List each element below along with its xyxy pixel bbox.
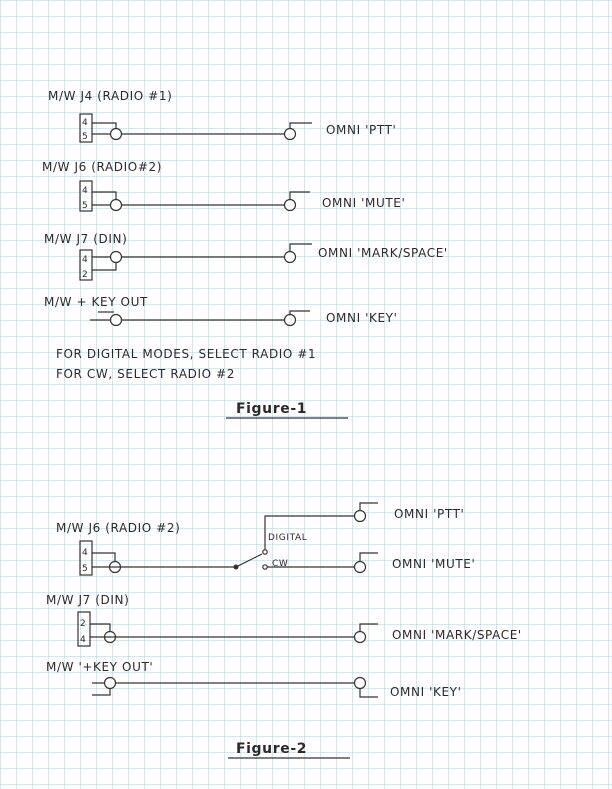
fig2-j7-pin-b: 4 [80, 635, 87, 645]
fig2-switch-digital-label: DIGITAL [268, 533, 308, 543]
fig2-circuit-keyout [46, 660, 360, 695]
fig1-mute-label: OMNI 'MUTE' [322, 196, 406, 210]
fig2-j7-label: M/W J7 (DIN) [46, 593, 130, 607]
fig1-keyout-label: M/W + KEY OUT [44, 295, 148, 309]
fig2-switch-arm [236, 554, 262, 567]
fig1-ptt-label: OMNI 'PTT' [326, 123, 397, 137]
fig1-j4-jack-left [111, 129, 122, 140]
fig2-j6-pin-b: 5 [82, 564, 89, 574]
fig2-markspace-label: OMNI 'MARK/SPACE' [392, 628, 522, 642]
fig1-circuit-j4 [48, 89, 396, 142]
fig1-markspace-jack [285, 252, 296, 263]
fig2-switch-cw-label: CW [272, 559, 289, 569]
fig1-j7-shield [92, 263, 116, 270]
fig1-circuit-j7 [44, 232, 448, 280]
fig2-j6-pin-a: 4 [82, 548, 89, 558]
fig2-keyout-jack-left [105, 678, 116, 689]
fig2-key-jack [355, 678, 366, 689]
fig1-key-jack [285, 315, 296, 326]
fig2-circuit-j7 [46, 593, 360, 646]
fig1-j6-pin-b: 5 [82, 201, 89, 211]
fig2-ptt-shield [360, 503, 378, 510]
fig1-mute-shield [290, 192, 310, 199]
fig1-j7-jack-left [111, 252, 122, 263]
fig1-j4-pin-a: 4 [82, 118, 89, 128]
fig1-key-shield [290, 311, 310, 314]
fig2-ptt-jack [355, 511, 366, 522]
fig2-mute-jack [355, 562, 366, 573]
fig2-circuit-j6 [56, 516, 360, 575]
fig1-mute-jack [285, 200, 296, 211]
fig2-switch-contact-cw [263, 565, 267, 569]
fig2-title: Figure-2 [236, 741, 308, 757]
fig2-markspace-jack [355, 632, 366, 643]
fig1-j6-shield [92, 192, 116, 199]
fig1-title: Figure-1 [236, 401, 308, 417]
fig2-dest-ptt [355, 503, 465, 522]
fig1-j7-pin-a: 4 [82, 255, 89, 265]
fig1-j6-jack-left [111, 200, 122, 211]
fig1-circuit-j6 [42, 160, 405, 211]
fig1-j4-label: M/W J4 (RADIO #1) [48, 89, 173, 103]
fig1-j7-label: M/W J7 (DIN) [44, 232, 128, 246]
fig1-j7-pin-b: 2 [82, 270, 89, 280]
fig1-j4-pin-b: 5 [82, 132, 89, 142]
fig2-j6-label: M/W J6 (RADIO #2) [56, 521, 181, 535]
fig1-note-cw: FOR CW, SELECT RADIO #2 [56, 367, 235, 381]
fig1-circuit-keyout [44, 295, 398, 326]
fig1-keyout-jack-left [111, 315, 122, 326]
fig2-dest-key [355, 678, 462, 700]
fig2-dest-markspace [355, 624, 522, 643]
fig2-mute-label: OMNI 'MUTE' [392, 557, 476, 571]
fig1-key-label: OMNI 'KEY' [326, 311, 398, 325]
fig2-mute-shield [360, 553, 378, 561]
figure-1 [42, 89, 448, 418]
figure-2 [46, 503, 522, 758]
fig1-j6-pin-a: 4 [82, 186, 89, 196]
fig2-j7-pin-a: 2 [80, 619, 87, 629]
fig1-ptt-jack [285, 129, 296, 140]
fig2-keyout-shield [92, 689, 110, 695]
fig2-key-shield [360, 689, 378, 697]
fig2-switch-contact-digital [263, 550, 267, 554]
fig2-j7-shield [90, 624, 110, 631]
fig2-keyout-label: M/W '+KEY OUT' [46, 660, 154, 674]
fig1-markspace-shield [290, 244, 312, 251]
fig2-dest-mute [355, 553, 476, 573]
fig1-ptt-shield [290, 123, 312, 128]
fig2-key-label: OMNI 'KEY' [390, 685, 462, 699]
fig2-markspace-shield [360, 624, 378, 631]
fig2-j6-shield [92, 553, 115, 561]
fig1-j4-shield [92, 123, 116, 128]
fig2-ptt-label: OMNI 'PTT' [394, 507, 465, 521]
fig1-note-digital: FOR DIGITAL MODES, SELECT RADIO #1 [56, 347, 317, 361]
fig1-markspace-label: OMNI 'MARK/SPACE' [318, 246, 448, 260]
fig1-j6-label: M/W J6 (RADIO#2) [42, 160, 163, 174]
